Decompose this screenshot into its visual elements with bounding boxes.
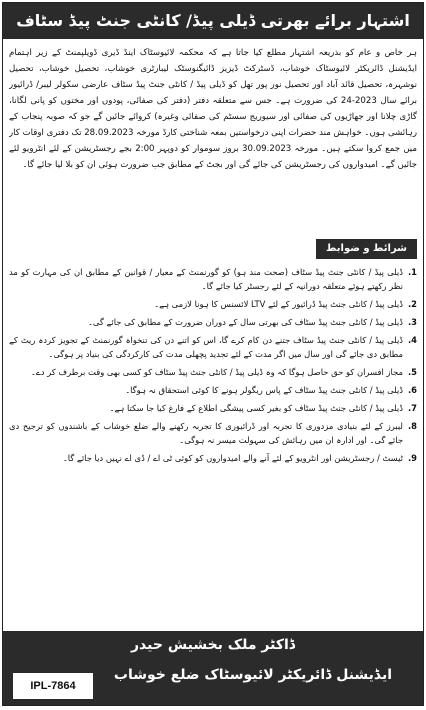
list-item: 4. ڈیلی پیڈ / کانٹی جنٹ پیڈ سٹاف جتنے دن کام کرے گا، اس کو اتنے دن کی تنخواہ گورنمنٹ کے تجویز کردہ ریٹ کے مطابق دی جائے گی اور سال میں اگر مدت کے لئے تجدید پچھلی مدت کی کارکردگی کی بنیاد پر ہوگی۔ (9, 335, 417, 359)
advertisement-page (2, 2, 424, 706)
signatory-name: ڈاکٹر ملک بخشیش حیدر (131, 637, 295, 653)
terms-list (9, 265, 417, 625)
intro-paragraph: ہر خاص و عام کو بذریعہ اشتہار مطلع کیا جاتا ہے کہ محکمہ لائیوسٹاک اینڈ ڈیری ڈویلپمنٹ کے زیر اہتمام ایڈیشنل ڈائریکٹر لائیوسٹاک خوشاب، ڈسٹرکٹ ڈیزیز ڈائیگنوسٹک لیبارٹری خوشاب، تحصیل خوشاب، تحصیل نوشہرہ، تحصیل قائد آباد اور تحصیل نور پور تھل کو ڈیلی پیڈ / کانٹی جنٹ پیڈ سٹاف عارضی سکولر لیبر/ ڈرائیور برائے سال 2023-24 کی ضرورت ہے۔ جس سے متعلقہ دفتر (دفتر کی صفائی، پودوں اور مختوں کو پانی لگانا، گاڑی چلانا اور جھاڑیوں کی صفائی اور سیوریج سسٹم کی صفائی وغیرہ) کروائے جائیں گے جو کہ صوبہ پنجاب کے رہائشی ہوں۔ خواہش مند حضرات اپنی درخواستیں بمعہ شناختی کارڈ مورخہ 28.09.2023 تک دفتری اوقات کار میں جمع کروا سکتے ہیں۔ مورخہ 30.09.2023 بروز سوموار کو دوپہر 2:00 بجے رجسٹریشن کے لئے انٹرویو لئے جائیں گے۔ امیدواروں کی رجسٹریشن کی جائے گی اور بجٹ کے مطابق جب ضرورت ہوئی ان کو بلا لیا جائے گا۔ (9, 48, 417, 170)
ad-title: اشتہار برائے بھرتی ڈیلی پیڈ/ کانٹی جنٹ پیڈ سٹاف (3, 3, 423, 39)
list-item: 5. مجاز افسران کو حق حاصل ہوگا کہ وہ ڈیلی پیڈ / کانٹی جنٹ پیڈ سٹاف کو کسی بھی وقت برطرف کر دے۔ (30, 367, 417, 377)
signature-block (3, 631, 423, 705)
list-item: 3. ڈیلی پیڈ / کانٹی جنٹ پیڈ سٹاف کی بھرتی سال کے دوران ضرورت کے مطابق کی جائے گی۔ (87, 317, 417, 327)
list-item: 1. ڈیلی پیڈ / کانٹی جنٹ پیڈ سٹاف (صحت مند ہو) کو گورنمنٹ کے معیار / قوانین کے مطابق ان کی مہارت کو مد نظر رکھتے ہوئے متعلقہ دورانیہ کے لئے رجسٹر کیا جائے گا۔ (9, 267, 417, 291)
list-item: 7. ڈیلی پیڈ / کانٹی جنٹ پیڈ سٹاف کو بغیر کسی پیشگی اطلاع کے فارغ کیا جا سکتا ہے۔ (109, 403, 417, 413)
ipl-code-badge: IPL-7864 (13, 673, 93, 699)
list-item: 2. ڈیلی پیڈ / کانٹی جنٹ پیڈ ڈرائیور کے لئے LTV لائسنس کا ہونا لازمی ہے۔ (154, 299, 417, 309)
signatory-designation: ایڈیشنل ڈائریکٹر لائیوسٹاک ضلع خوشاب (113, 667, 393, 683)
list-item: 9. ٹیسٹ / رجسٹریشن اور انٹرویو کے لئے آنے والے امیدواروں کو کوئی ٹی اے / ڈی اے نہیں دیا جائے گا۔ (62, 453, 417, 463)
terms-heading: شرائط و ضوابط (316, 239, 417, 259)
list-item: 8. لیبرز کے لئے بنیادی مزدوری کا تجربہ اور ڈرائیوری کا تجربہ رکھنے والے ضلع خوشاب کے باشندوں کو ترجیح دی جائے گی۔ اور ادارہ ان میں رہائش کی سہولت میسر نہ ہوگی۔ (9, 421, 417, 445)
list-item: 6. ڈیلی پیڈ / کانٹی جنٹ پیڈ سٹاف کے پاس ریگولر ہونے کا کوئی استحقاق نہ ہوگا۔ (125, 385, 417, 395)
